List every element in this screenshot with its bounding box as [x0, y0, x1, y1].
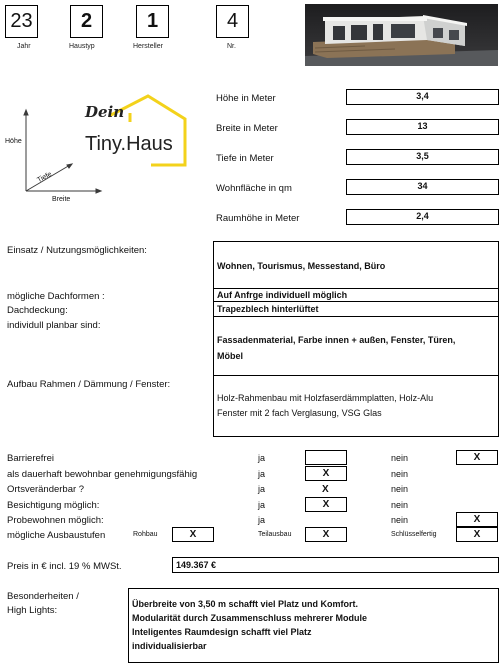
check-ja-ortsveraenderbar: X	[322, 484, 329, 495]
year-caption: Jahr	[17, 43, 31, 50]
check-ja-label: ja	[258, 500, 266, 510]
highlights-label-line-1: Besonderheiten /	[7, 591, 79, 602]
check-label-ortsveraenderbar: Ortsveränderbar ?	[7, 484, 85, 495]
dim-label-wohnflaeche: Wohnfläche in qm	[216, 183, 292, 194]
check-ja-genehmigung: X	[305, 466, 347, 481]
nr-caption: Nr.	[227, 43, 236, 50]
check-nein-probewohnen: X	[456, 512, 498, 527]
house-illustration	[305, 4, 498, 66]
year-box: 23	[5, 5, 38, 38]
einsatz-value: Wohnen, Tourismus, Messestand, Büro	[217, 261, 386, 271]
check-ja-label: ja	[258, 453, 266, 463]
check-nein-label: nein	[391, 484, 409, 494]
check-nein-label: nein	[391, 453, 409, 463]
teilausbau-value: X	[305, 527, 347, 542]
dim-value-tiefe: 3,5	[346, 149, 499, 165]
axis-label-depth: Tiefe	[36, 170, 54, 185]
rohbau-label: Rohbau	[133, 531, 158, 538]
check-nein-label: nein	[391, 515, 409, 525]
dachformen-label: mögliche Dachformen :	[7, 291, 105, 302]
logo-area	[5, 88, 195, 210]
dim-value-wohnflaeche: 34	[346, 179, 499, 195]
einsatz-label: Einsatz / Nutzungsmöglichkeiten:	[7, 245, 147, 256]
axis-label-height: Höhe	[5, 138, 22, 145]
aufbau-value-line-1: Holz-Rahmenbau mit Holzfaserdämmplatten, Holz-Alu	[217, 393, 434, 403]
planbar-frame	[213, 316, 499, 376]
aufbau-frame	[213, 375, 499, 437]
check-ja-label: ja	[258, 515, 266, 525]
haustyp-box: 2	[70, 5, 103, 38]
highlight-line: Inteligentes Raumdesign schafft viel Platz	[132, 627, 312, 637]
aufbau-value-line-2: Fenster mit 2 fach Verglasung, VSG Glas	[217, 408, 382, 418]
dim-label-hoehe: Höhe in Meter	[216, 93, 276, 104]
planbar-value-line-2: Möbel	[217, 351, 243, 361]
axis-label-width: Breite	[52, 196, 71, 203]
price-label: Preis in € incl. 19 % MWSt.	[7, 561, 122, 572]
hersteller-caption: Hersteller	[133, 43, 163, 50]
check-nein-label: nein	[391, 469, 409, 479]
schluesselfertig-value: X	[456, 527, 498, 542]
dim-label-raumhoehe: Raumhöhe in Meter	[216, 213, 300, 224]
check-ja-label: ja	[258, 484, 266, 494]
highlight-line: Modularität durch Zusammenschluss mehrerer Module	[132, 613, 368, 623]
dim-value-raumhoehe: 2,4	[346, 209, 499, 225]
highlight-line: Überbreite von 3,50 m schafft viel Platz und Komfort.	[132, 599, 359, 609]
dachformen-value: Auf Anfrge individuell möglich	[217, 290, 348, 300]
check-label-genehmigung: als dauerhaft bewohnbar genehmigungsfähig	[7, 469, 198, 480]
teilausbau-label: Teilausbau	[258, 531, 292, 538]
check-nein-label: nein	[391, 500, 409, 510]
check-ja-barrierefrei	[305, 450, 347, 465]
planbar-value-line-1: Fassadenmaterial, Farbe innen + außen, Fenster, Türen,	[217, 335, 456, 345]
check-nein-barrierefrei: X	[456, 450, 498, 465]
dachdeckung-label: Dachdeckung:	[7, 305, 68, 316]
house-photo	[305, 4, 498, 66]
logo-word-tinyhaus: Tiny.Haus	[85, 133, 173, 155]
price-value: 149.367 €	[172, 557, 499, 573]
nr-box: 4	[216, 5, 249, 38]
logo-word-dein: Dein	[85, 103, 125, 121]
dim-value-hoehe: 3,4	[346, 89, 499, 105]
planbar-label: individull planbar sind:	[7, 320, 101, 331]
highlight-line: individualisierbar	[132, 641, 207, 651]
schluesselfertig-label: Schlüsselfertig	[391, 531, 437, 538]
dachdeckung-value: Trapezblech hinterlüftet	[217, 304, 319, 314]
ausbau-label: mögliche Ausbaustufen	[7, 530, 106, 541]
check-ja-besichtigung: X	[305, 497, 347, 512]
aufbau-label: Aufbau Rahmen / Dämmung / Fenster:	[7, 379, 171, 390]
check-label-barrierefrei: Barrierefrei	[7, 453, 54, 464]
haustyp-caption: Haustyp	[69, 43, 95, 50]
rohbau-value: X	[172, 527, 214, 542]
check-label-besichtigung: Besichtigung möglich:	[7, 500, 100, 511]
dim-value-breite: 13	[346, 119, 499, 135]
check-ja-label: ja	[258, 469, 266, 479]
highlights-label-line-2: High Lights:	[7, 605, 58, 616]
check-label-probewohnen: Probewohnen möglich:	[7, 515, 104, 526]
dim-label-breite: Breite in Meter	[216, 123, 278, 134]
dim-label-tiefe: Tiefe in Meter	[216, 153, 274, 164]
hersteller-box: 1	[136, 5, 169, 38]
